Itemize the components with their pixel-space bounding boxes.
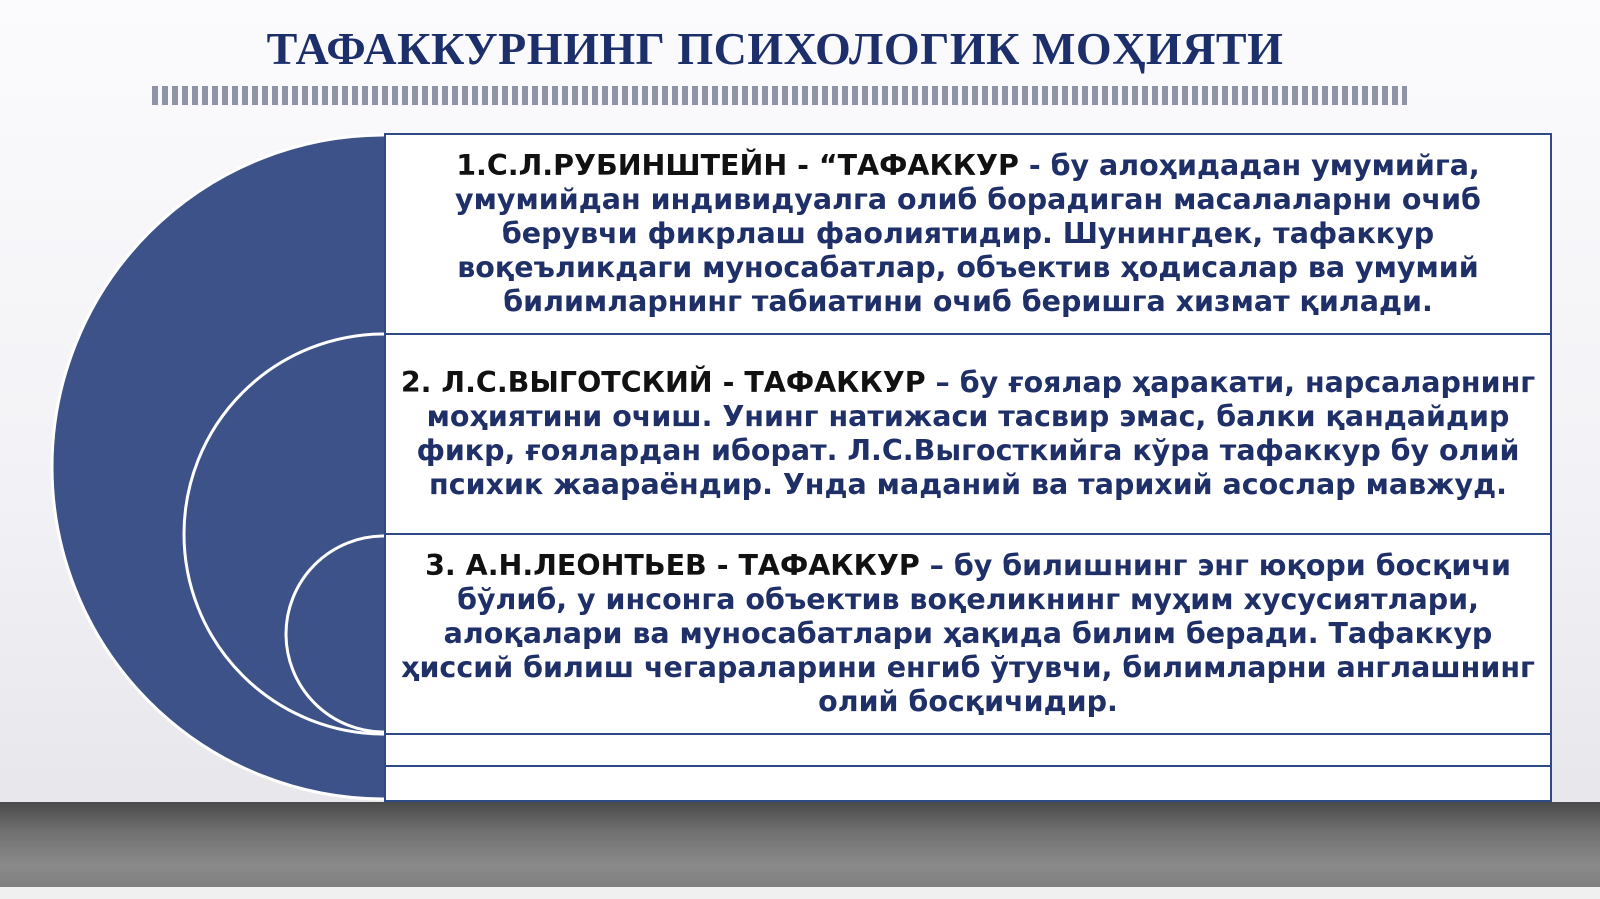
definition-row-vygotsky — [386, 335, 1550, 535]
definition-text — [400, 149, 1536, 319]
definition-row-rubinstein — [386, 135, 1550, 335]
definition-body: – бу ғоялар ҳаракати, нарсаларнинг моҳиятини очиш. Унинг натижаси тасвир эмас, балки қандайдир фикр, ғоялардан иборат. Л.С.Выгосткийга кўра тафаккур бу олий психик жаараёндир. Унда маданий ва тарихий асослар мавжуд. — [416, 366, 1536, 501]
definition-text — [400, 366, 1536, 502]
slide-title: ТАФАККУРНИНГ ПСИХОЛОГИК МОҲИЯТИ — [266, 23, 1284, 74]
definition-text — [400, 549, 1536, 719]
empty-row — [386, 767, 1550, 802]
definition-label: 2. Л.С.ВЫГОТСКИЙ - ТАФАККУР — [400, 366, 926, 399]
definitions-panel — [384, 133, 1552, 802]
definition-label: 3. А.Н.ЛЕОНТЬЕВ - ТАФАККУР — [425, 549, 920, 582]
empty-row — [386, 735, 1550, 767]
definition-row-leontiev — [386, 535, 1550, 735]
definition-body: – бу билишнинг энг юқори босқичи бўлиб, у инсонга объектив воқеликнинг муҳим хусусиятлари, алоқалари ва муносабатлари ҳақида билим беради. Тафаккур ҳиссий билиш чегараларини енгиб ўтувчи, билимларни англашнинг олий босқичидир. — [401, 549, 1535, 718]
definition-label: 1.С.Л.РУБИНШТЕЙН - “ТАФАККУР — [456, 149, 1019, 182]
definition-body: - бу алоҳидадан умумийга, умумийдан индивидуалга олиб борадиган масалаларни очиб берувчи фикрлаш фаолиятидир. Шунингдек, тафаккур воқеъликдаги муносабатлар, объектив ҳодисалар ва умумий билимларнинг табиатини очиб беришга хизмат қилади. — [455, 149, 1481, 318]
